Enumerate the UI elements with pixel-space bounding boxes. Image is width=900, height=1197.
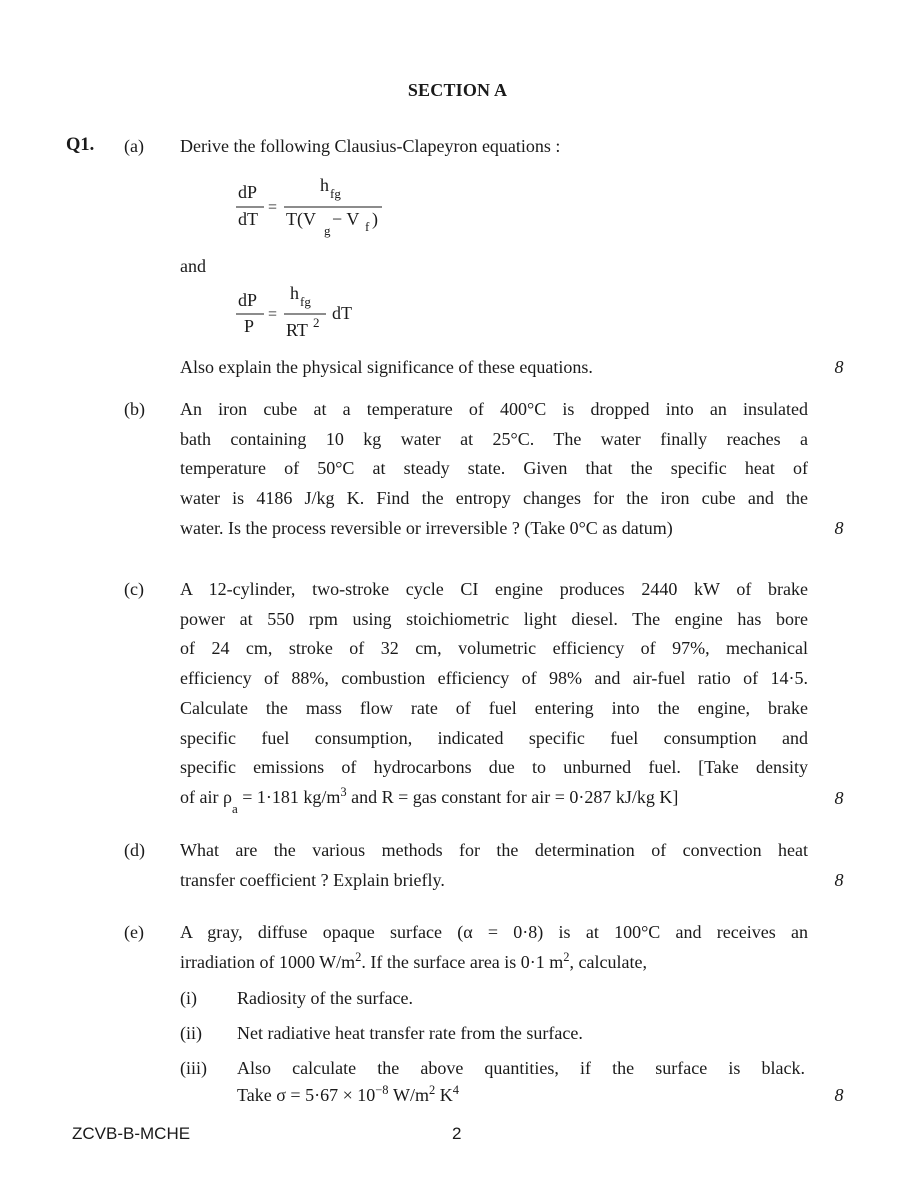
part-c-last-line: of air $\rho_a = 1\cdot 181$ $kg/m^3$ and R = gas constant for air = 0·287 kJ/kg K] (180, 784, 679, 816)
eq2-rhs-numerator-sub-fg: fg (300, 294, 311, 309)
eq2-rhs-numerator-h: h (290, 283, 299, 303)
part-e-line: A gray, diffuse opaque surface (α = 0·8) is at 100°C and receives an (180, 922, 808, 942)
part-a-closing: Also explain the physical significance of these equations. (180, 357, 593, 377)
part-d-line: What are the various methods for the determination of convection heat (180, 840, 808, 860)
part-a-intro: Derive the following Clausius-Clapeyron equations : (180, 136, 561, 156)
part-e-marks: 8 (834, 1085, 844, 1105)
part-a-marks: 8 (834, 357, 844, 377)
eq2-tail-dT: dT (332, 303, 352, 323)
part-b-line: bath containing 10 kg water at 25°C. The water finally reaches a (180, 428, 808, 449)
rho-subscript: a (231, 800, 238, 816)
eq2-lhs-numerator: dP (238, 290, 258, 310)
eq1-rhs-den-c: ) (372, 209, 378, 229)
part-b-line: water is 4186 J/kg K. Find the entropy changes for the iron cube and the (180, 488, 808, 509)
eq1-rhs-numerator-h: h (320, 175, 329, 195)
part-e-label: (e) (124, 922, 144, 942)
part-a-label: (a) (124, 136, 144, 156)
part-c-line: specific fuel consumption, indicated specific fuel consumption and (180, 727, 808, 748)
part-b-label: (b) (124, 399, 145, 419)
subpart-ii-label: (ii) (180, 1023, 202, 1043)
clausius-clapeyron-equation-2 (232, 278, 382, 355)
eq1-rhs-numerator-sub-fg: fg (330, 186, 341, 201)
eq2-lhs-denominator: P (244, 316, 255, 336)
eq1-rhs-den-b: − V (332, 209, 360, 229)
part-b-line: water. Is the process reversible or irreversible ? (Take 0°C as datum) (180, 517, 673, 538)
part-b-line: temperature of 50°C at steady state. Given that the specific heat of (180, 458, 808, 479)
subpart-iii-label: (iii) (180, 1058, 207, 1078)
subpart-i-label: (i) (180, 988, 197, 1008)
eq1-lhs-denominator: dT (238, 209, 258, 229)
part-d-label: (d) (124, 840, 145, 860)
paper-code: ZCVB-B-MCHE (72, 1124, 191, 1143)
part-d-marks: 8 (834, 870, 844, 890)
eq1-rhs-den-sub-g: g (324, 223, 331, 238)
part-c-line: power at 550 rpm using stoichiometric light diesel. The engine has bore (180, 608, 808, 629)
part-b-line: An iron cube at a temperature of 400°C is dropped into an insulated (180, 399, 808, 419)
connector-and: and (180, 256, 206, 276)
bleed-through-mark (330, 30, 337, 52)
part-e-text (180, 918, 808, 979)
part-c-line: of 24 cm, stroke of 32 cm, volumetric efficiency of 97%, mechanical (180, 638, 808, 659)
part-b-marks: 8 (834, 518, 844, 538)
subpart-i-text: Radiosity of the surface. (237, 988, 413, 1008)
part-c-line: Calculate the mass flow rate of fuel entering into the engine, brake (180, 697, 808, 718)
part-c-line: A 12-cylinder, two-stroke cycle CI engine produces 2440 kW of brake (180, 579, 808, 599)
m3-superscript: 3 (340, 784, 347, 799)
eq1-rhs-den-sub-f: f (365, 219, 370, 234)
part-e-line-2: irradiation of 1000 $W/m^2$. If the surface area is 0·1 $m^2$, calculate, (180, 949, 647, 972)
part-c-line: specific emissions of hydrocarbons due to unburned fuel. [Take density (180, 757, 808, 778)
page-number: 2 (452, 1124, 462, 1143)
part-c-marks: 8 (834, 788, 844, 808)
part-c-label: (c) (124, 579, 144, 599)
eq2-equals-sign: = (268, 306, 278, 323)
part-c-text (180, 575, 808, 815)
eq1-rhs-den-a: T(V (286, 209, 316, 229)
eq2-rhs-den-sup-2: 2 (313, 315, 320, 330)
part-d-line: transfer coefficient ? Explain briefly. (180, 869, 445, 890)
clausius-clapeyron-equation-1 (232, 168, 402, 253)
part-b-text (180, 395, 808, 544)
eq1-lhs-numerator: dP (238, 182, 258, 202)
part-c-line: efficiency of 88%, combustion efficiency of 98% and air-fuel ratio of 14·5. (180, 668, 808, 689)
eq1-equals-sign: = (268, 199, 278, 216)
subpart-ii-text: Net radiative heat transfer rate from the surface. (237, 1023, 583, 1043)
question-number: Q1. (66, 135, 95, 155)
part-d-text (180, 836, 808, 895)
sigma-constant: Take $\sigma = 5\cdot 67 \times 10^{-8}$ $W/m^2$ $K^4$ (237, 1083, 460, 1105)
section-title: SECTION A (407, 80, 508, 100)
subpart-iii-text: Also calculate the above quantities, if the surface is black. (237, 1058, 805, 1078)
eq2-rhs-den-RT: RT (286, 320, 308, 340)
